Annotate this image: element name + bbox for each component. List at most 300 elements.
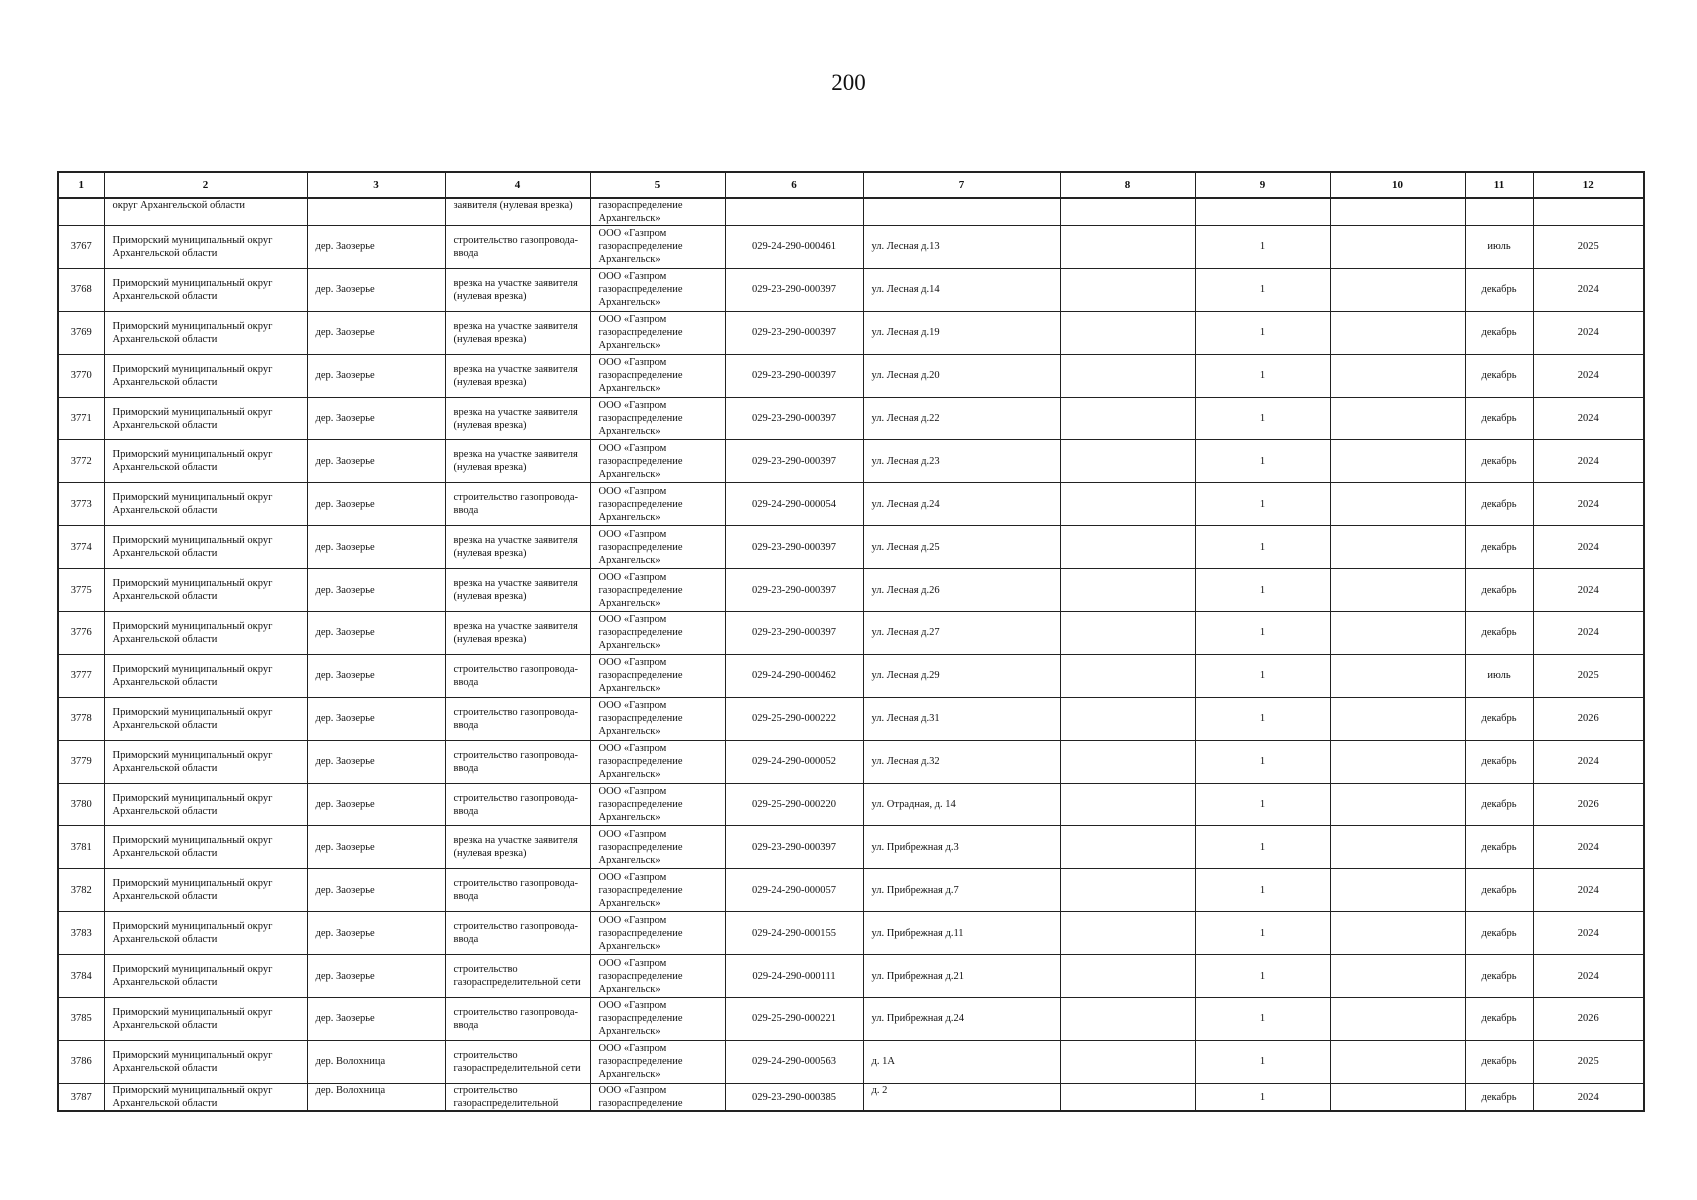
cell-empty (1330, 783, 1465, 826)
cell-settlement: дер. Заозерье (307, 526, 445, 569)
cell-address: ул. Лесная д.19 (863, 311, 1060, 354)
cell-empty (1060, 311, 1195, 354)
cell-year: 2024 (1533, 612, 1644, 655)
cell-org: ООО «Газпром газораспределение Архангельск» (590, 1040, 725, 1083)
cell-settlement: дер. Заозерье (307, 869, 445, 912)
cell-code: 029-23-290-000397 (725, 826, 863, 869)
cell-num: 3767 (58, 226, 104, 269)
cell-month: декабрь (1465, 697, 1533, 740)
cell-settlement: дер. Заозерье (307, 912, 445, 955)
cell-month: декабрь (1465, 912, 1533, 955)
cell-empty (1330, 740, 1465, 783)
table-row (58, 998, 1644, 1041)
cell-empty (1060, 526, 1195, 569)
cell-address: ул. Лесная д.24 (863, 483, 1060, 526)
cell-year: 2024 (1533, 740, 1644, 783)
cell-org: ООО «Газпром газораспределение Архангельск» (590, 826, 725, 869)
cell-month: декабрь (1465, 483, 1533, 526)
cell-work: строительство газопровода-ввода (445, 483, 590, 526)
cell-year: 2024 (1533, 955, 1644, 998)
cell-empty (1060, 654, 1195, 697)
cell-settlement: дер. Заозерье (307, 654, 445, 697)
cell-district: Приморский муниципальный округ Архангельской области (104, 826, 307, 869)
cell-qty: 1 (1195, 226, 1330, 269)
cell-qty: 1 (1195, 740, 1330, 783)
cell-settlement: дер. Заозерье (307, 440, 445, 483)
cell-month: декабрь (1465, 569, 1533, 612)
cell-empty (1060, 268, 1195, 311)
cell-settlement: дер. Заозерье (307, 612, 445, 655)
cell-work: строительство газопровода-ввода (445, 740, 590, 783)
cell-num: 3783 (58, 912, 104, 955)
cell-address: ул. Лесная д.32 (863, 740, 1060, 783)
cell-qty: 1 (1195, 955, 1330, 998)
cell-district: Приморский муниципальный округ Архангельской области (104, 1083, 307, 1111)
cell-month: июль (1465, 226, 1533, 269)
cell-empty (1330, 1040, 1465, 1083)
cell-code: 029-25-290-000220 (725, 783, 863, 826)
cell-empty (1330, 198, 1465, 226)
cell-code: 029-24-290-000461 (725, 226, 863, 269)
table-row (58, 1040, 1644, 1083)
cell-settlement: дер. Волохница (307, 1083, 445, 1111)
table-row (58, 740, 1644, 783)
cell-settlement: дер. Заозерье (307, 697, 445, 740)
cell-org: ООО «Газпром газораспределение Архангельск» (590, 998, 725, 1041)
cell-code: 029-23-290-000397 (725, 526, 863, 569)
cell-work: врезка на участке заявителя (нулевая врезка) (445, 612, 590, 655)
table-row (58, 226, 1644, 269)
cell-empty (1330, 268, 1465, 311)
cell-settlement: дер. Волохница (307, 1040, 445, 1083)
table-row (58, 354, 1644, 397)
column-header: 7 (863, 172, 1060, 198)
cell-code: 029-24-290-000563 (725, 1040, 863, 1083)
cell-code: 029-23-290-000397 (725, 440, 863, 483)
cell-empty (1330, 569, 1465, 612)
cell-year: 2024 (1533, 311, 1644, 354)
table-row (58, 869, 1644, 912)
table-row (58, 783, 1644, 826)
table-row (58, 955, 1644, 998)
column-header: 1 (58, 172, 104, 198)
cell-year: 2024 (1533, 354, 1644, 397)
column-header: 3 (307, 172, 445, 198)
cell-month: декабрь (1465, 354, 1533, 397)
cell-address: ул. Лесная д.13 (863, 226, 1060, 269)
cell-work: строительство газораспределительной сети (445, 955, 590, 998)
cell-month (1465, 198, 1533, 226)
cell-qty: 1 (1195, 483, 1330, 526)
cell-qty (1195, 198, 1330, 226)
cell-work: врезка на участке заявителя (нулевая врезка) (445, 526, 590, 569)
cell-empty (1330, 697, 1465, 740)
cell-month: декабрь (1465, 268, 1533, 311)
cell-org: газораспределение Архангельск» (590, 198, 725, 226)
column-header: 11 (1465, 172, 1533, 198)
cell-org: ООО «Газпром газораспределение Архангельск» (590, 397, 725, 440)
column-header: 6 (725, 172, 863, 198)
cell-work: врезка на участке заявителя (нулевая врезка) (445, 268, 590, 311)
cell-code: 029-23-290-000397 (725, 397, 863, 440)
cell-district: Приморский муниципальный округ Архангельской области (104, 440, 307, 483)
cell-work: строительство газопровода-ввода (445, 998, 590, 1041)
cell-year: 2026 (1533, 998, 1644, 1041)
cell-address: д. 1А (863, 1040, 1060, 1083)
table-row (58, 483, 1644, 526)
cell-num: 3768 (58, 268, 104, 311)
cell-code: 029-24-290-000155 (725, 912, 863, 955)
cell-district: Приморский муниципальный округ Архангельской области (104, 397, 307, 440)
cell-address: ул. Лесная д.22 (863, 397, 1060, 440)
cell-num: 3776 (58, 612, 104, 655)
cell-num: 3787 (58, 1083, 104, 1111)
cell-district: Приморский муниципальный округ Архангельской области (104, 569, 307, 612)
cell-work: строительство газораспределительной (445, 1083, 590, 1111)
cell-empty (1060, 198, 1195, 226)
cell-year: 2026 (1533, 697, 1644, 740)
column-header: 12 (1533, 172, 1644, 198)
cell-qty: 1 (1195, 354, 1330, 397)
cell-num: 3780 (58, 783, 104, 826)
cell-settlement: дер. Заозерье (307, 268, 445, 311)
cell-settlement: дер. Заозерье (307, 740, 445, 783)
cell-empty (1060, 612, 1195, 655)
cell-num: 3784 (58, 955, 104, 998)
cell-empty (1330, 612, 1465, 655)
cell-month: декабрь (1465, 740, 1533, 783)
cell-settlement: дер. Заозерье (307, 955, 445, 998)
cell-code: 029-23-290-000397 (725, 311, 863, 354)
cell-address: ул. Лесная д.31 (863, 697, 1060, 740)
cell-empty (1330, 311, 1465, 354)
cell-month: июль (1465, 654, 1533, 697)
cell-org: ООО «Газпром газораспределение Архангельск» (590, 740, 725, 783)
cell-org: ООО «Газпром газораспределение Архангельск» (590, 226, 725, 269)
continuation-row (58, 198, 1644, 226)
cell-work: врезка на участке заявителя (нулевая врезка) (445, 397, 590, 440)
cell-code: 029-25-290-000222 (725, 697, 863, 740)
cell-address: ул. Лесная д.26 (863, 569, 1060, 612)
table-row (58, 826, 1644, 869)
cell-num: 3777 (58, 654, 104, 697)
cell-empty (1330, 440, 1465, 483)
cell-qty: 1 (1195, 783, 1330, 826)
cell-year: 2024 (1533, 826, 1644, 869)
cell-code: 029-23-290-000385 (725, 1083, 863, 1111)
cell-code: 029-24-290-000462 (725, 654, 863, 697)
cell-year: 2025 (1533, 1040, 1644, 1083)
cell-settlement: дер. Заозерье (307, 354, 445, 397)
table-row (58, 397, 1644, 440)
cell-qty: 1 (1195, 440, 1330, 483)
cell-month: декабрь (1465, 998, 1533, 1041)
cell-org: ООО «Газпром газораспределение Архангельск» (590, 955, 725, 998)
cell-org: ООО «Газпром газораспределение Архангельск» (590, 697, 725, 740)
cell-empty (1330, 869, 1465, 912)
cell-empty (1060, 955, 1195, 998)
column-header: 10 (1330, 172, 1465, 198)
cell-district: Приморский муниципальный округ Архангельской области (104, 1040, 307, 1083)
cell-work: строительство газопровода-ввода (445, 654, 590, 697)
cell-num: 3786 (58, 1040, 104, 1083)
cell-empty (1060, 740, 1195, 783)
cell-address: ул. Лесная д.23 (863, 440, 1060, 483)
cell-address: ул. Лесная д.29 (863, 654, 1060, 697)
cell-code: 029-23-290-000397 (725, 569, 863, 612)
cell-work: строительство газопровода-ввода (445, 869, 590, 912)
column-header: 2 (104, 172, 307, 198)
cell-num: 3774 (58, 526, 104, 569)
cell-settlement: дер. Заозерье (307, 569, 445, 612)
cell-month: декабрь (1465, 612, 1533, 655)
cell-num: 3785 (58, 998, 104, 1041)
cell-qty: 1 (1195, 826, 1330, 869)
cell-year: 2024 (1533, 526, 1644, 569)
cell-year: 2024 (1533, 1083, 1644, 1111)
cell-empty (1060, 354, 1195, 397)
cell-num: 3769 (58, 311, 104, 354)
cell-month: декабрь (1465, 311, 1533, 354)
cell-qty: 1 (1195, 397, 1330, 440)
cell-org: ООО «Газпром газораспределение Архангельск» (590, 654, 725, 697)
cell-address: ул. Прибрежная д.7 (863, 869, 1060, 912)
cell-num: 3772 (58, 440, 104, 483)
cell-org: ООО «Газпром газораспределение (590, 1083, 725, 1111)
cell-district: Приморский муниципальный округ Архангельской области (104, 998, 307, 1041)
cell-work: заявителя (нулевая врезка) (445, 198, 590, 226)
cell-qty: 1 (1195, 912, 1330, 955)
cell-org: ООО «Газпром газораспределение Архангельск» (590, 311, 725, 354)
cell-code: 029-24-290-000111 (725, 955, 863, 998)
cell-num: 3781 (58, 826, 104, 869)
cell-address: ул. Лесная д.27 (863, 612, 1060, 655)
cell-month: декабрь (1465, 826, 1533, 869)
cell-district: Приморский муниципальный округ Архангельской области (104, 612, 307, 655)
cell-district: Приморский муниципальный округ Архангельской области (104, 226, 307, 269)
cell-num (58, 198, 104, 226)
cell-address: ул. Отрадная, д. 14 (863, 783, 1060, 826)
cell-settlement: дер. Заозерье (307, 311, 445, 354)
table-row (58, 612, 1644, 655)
table-row (58, 1083, 1644, 1111)
cell-address: ул. Лесная д.14 (863, 268, 1060, 311)
cell-empty (1330, 955, 1465, 998)
cell-year: 2025 (1533, 226, 1644, 269)
cell-code (725, 198, 863, 226)
cell-qty: 1 (1195, 612, 1330, 655)
table-row (58, 912, 1644, 955)
cell-qty: 1 (1195, 311, 1330, 354)
cell-empty (1330, 826, 1465, 869)
cell-district: Приморский муниципальный округ Архангельской области (104, 912, 307, 955)
cell-code: 029-24-290-000054 (725, 483, 863, 526)
cell-work: строительство газопровода-ввода (445, 783, 590, 826)
cell-num: 3770 (58, 354, 104, 397)
cell-district: Приморский муниципальный округ Архангельской области (104, 483, 307, 526)
table-row (58, 697, 1644, 740)
cell-qty: 1 (1195, 268, 1330, 311)
cell-empty (1330, 354, 1465, 397)
cell-empty (1330, 1083, 1465, 1111)
cell-year: 2024 (1533, 869, 1644, 912)
cell-empty (1330, 226, 1465, 269)
cell-empty (1060, 998, 1195, 1041)
cell-empty (1330, 654, 1465, 697)
cell-month: декабрь (1465, 1040, 1533, 1083)
cell-district: Приморский муниципальный округ Архангельской области (104, 311, 307, 354)
column-header: 9 (1195, 172, 1330, 198)
cell-num: 3778 (58, 697, 104, 740)
table-row (58, 569, 1644, 612)
cell-district: Приморский муниципальный округ Архангельской области (104, 354, 307, 397)
cell-work: врезка на участке заявителя (нулевая врезка) (445, 440, 590, 483)
column-header: 4 (445, 172, 590, 198)
cell-work: врезка на участке заявителя (нулевая врезка) (445, 354, 590, 397)
cell-district: Приморский муниципальный округ Архангельской области (104, 697, 307, 740)
cell-month: декабрь (1465, 869, 1533, 912)
cell-org: ООО «Газпром газораспределение Архангельск» (590, 569, 725, 612)
cell-qty: 1 (1195, 998, 1330, 1041)
cell-year: 2025 (1533, 654, 1644, 697)
cell-num: 3775 (58, 569, 104, 612)
cell-org: ООО «Газпром газораспределение Архангельск» (590, 268, 725, 311)
cell-num: 3771 (58, 397, 104, 440)
column-header: 8 (1060, 172, 1195, 198)
cell-month: декабрь (1465, 955, 1533, 998)
cell-month: декабрь (1465, 397, 1533, 440)
column-header: 5 (590, 172, 725, 198)
cell-code: 029-23-290-000397 (725, 268, 863, 311)
cell-settlement: дер. Заозерье (307, 783, 445, 826)
cell-empty (1330, 526, 1465, 569)
cell-empty (1330, 912, 1465, 955)
cell-year: 2024 (1533, 397, 1644, 440)
cell-org: ООО «Газпром газораспределение Архангельск» (590, 354, 725, 397)
cell-empty (1330, 998, 1465, 1041)
table-row (58, 526, 1644, 569)
cell-month: декабрь (1465, 526, 1533, 569)
cell-work: врезка на участке заявителя (нулевая врезка) (445, 569, 590, 612)
cell-settlement: дер. Заозерье (307, 826, 445, 869)
cell-qty: 1 (1195, 1083, 1330, 1111)
cell-empty (1330, 397, 1465, 440)
cell-empty (1060, 569, 1195, 612)
cell-address: д. 2 (863, 1083, 1060, 1111)
cell-qty: 1 (1195, 697, 1330, 740)
cell-empty (1060, 783, 1195, 826)
cell-work: врезка на участке заявителя (нулевая врезка) (445, 311, 590, 354)
cell-address (863, 198, 1060, 226)
table-row (58, 440, 1644, 483)
cell-qty: 1 (1195, 869, 1330, 912)
cell-address: ул. Прибрежная д.3 (863, 826, 1060, 869)
cell-year: 2024 (1533, 912, 1644, 955)
cell-empty (1060, 697, 1195, 740)
cell-settlement: дер. Заозерье (307, 226, 445, 269)
cell-empty (1060, 483, 1195, 526)
cell-code: 029-23-290-000397 (725, 354, 863, 397)
cell-district: Приморский муниципальный округ Архангельской области (104, 740, 307, 783)
cell-district: Приморский муниципальный округ Архангельской области (104, 654, 307, 697)
cell-settlement: дер. Заозерье (307, 483, 445, 526)
cell-empty (1060, 1083, 1195, 1111)
cell-work: врезка на участке заявителя (нулевая врезка) (445, 826, 590, 869)
cell-org: ООО «Газпром газораспределение Архангельск» (590, 612, 725, 655)
cell-year: 2024 (1533, 268, 1644, 311)
cell-settlement: дер. Заозерье (307, 397, 445, 440)
cell-district: Приморский муниципальный округ Архангельской области (104, 955, 307, 998)
cell-code: 029-25-290-000221 (725, 998, 863, 1041)
cell-qty: 1 (1195, 569, 1330, 612)
cell-org: ООО «Газпром газораспределение Архангельск» (590, 912, 725, 955)
cell-num: 3779 (58, 740, 104, 783)
cell-qty: 1 (1195, 654, 1330, 697)
cell-org: ООО «Газпром газораспределение Архангельск» (590, 440, 725, 483)
cell-code: 029-23-290-000397 (725, 612, 863, 655)
cell-empty (1060, 440, 1195, 483)
table-body (58, 198, 1644, 1111)
cell-empty (1060, 869, 1195, 912)
cell-address: ул. Прибрежная д.21 (863, 955, 1060, 998)
cell-empty (1060, 226, 1195, 269)
cell-address: ул. Лесная д.25 (863, 526, 1060, 569)
cell-district: округ Архангельской области (104, 198, 307, 226)
cell-empty (1060, 826, 1195, 869)
header-row (58, 172, 1644, 198)
cell-year: 2024 (1533, 483, 1644, 526)
cell-work: строительство газопровода-ввода (445, 697, 590, 740)
cell-qty: 1 (1195, 526, 1330, 569)
cell-qty: 1 (1195, 1040, 1330, 1083)
cell-settlement (307, 198, 445, 226)
cell-district: Приморский муниципальный округ Архангельской области (104, 783, 307, 826)
cell-empty (1330, 483, 1465, 526)
cell-district: Приморский муниципальный округ Архангельской области (104, 869, 307, 912)
cell-month: декабрь (1465, 783, 1533, 826)
cell-address: ул. Прибрежная д.11 (863, 912, 1060, 955)
table-row (58, 654, 1644, 697)
cell-empty (1060, 912, 1195, 955)
cell-code: 029-24-290-000057 (725, 869, 863, 912)
cell-work: строительство газораспределительной сети (445, 1040, 590, 1083)
cell-settlement: дер. Заозерье (307, 998, 445, 1041)
cell-month: декабрь (1465, 440, 1533, 483)
cell-year: 2024 (1533, 440, 1644, 483)
cell-work: строительство газопровода-ввода (445, 226, 590, 269)
cell-org: ООО «Газпром газораспределение Архангельск» (590, 483, 725, 526)
cell-org: ООО «Газпром газораспределение Архангельск» (590, 783, 725, 826)
cell-address: ул. Прибрежная д.24 (863, 998, 1060, 1041)
cell-code: 029-24-290-000052 (725, 740, 863, 783)
cell-year: 2026 (1533, 783, 1644, 826)
page-number: 200 (831, 70, 866, 95)
cell-empty (1060, 1040, 1195, 1083)
data-table (57, 171, 1645, 1112)
cell-year (1533, 198, 1644, 226)
cell-year: 2024 (1533, 569, 1644, 612)
cell-num: 3782 (58, 869, 104, 912)
cell-month: декабрь (1465, 1083, 1533, 1111)
cell-work: строительство газопровода-ввода (445, 912, 590, 955)
cell-org: ООО «Газпром газораспределение Архангельск» (590, 526, 725, 569)
cell-district: Приморский муниципальный округ Архангельской области (104, 526, 307, 569)
table-row (58, 268, 1644, 311)
cell-org: ООО «Газпром газораспределение Архангельск» (590, 869, 725, 912)
cell-num: 3773 (58, 483, 104, 526)
cell-district: Приморский муниципальный округ Архангельской области (104, 268, 307, 311)
cell-empty (1060, 397, 1195, 440)
